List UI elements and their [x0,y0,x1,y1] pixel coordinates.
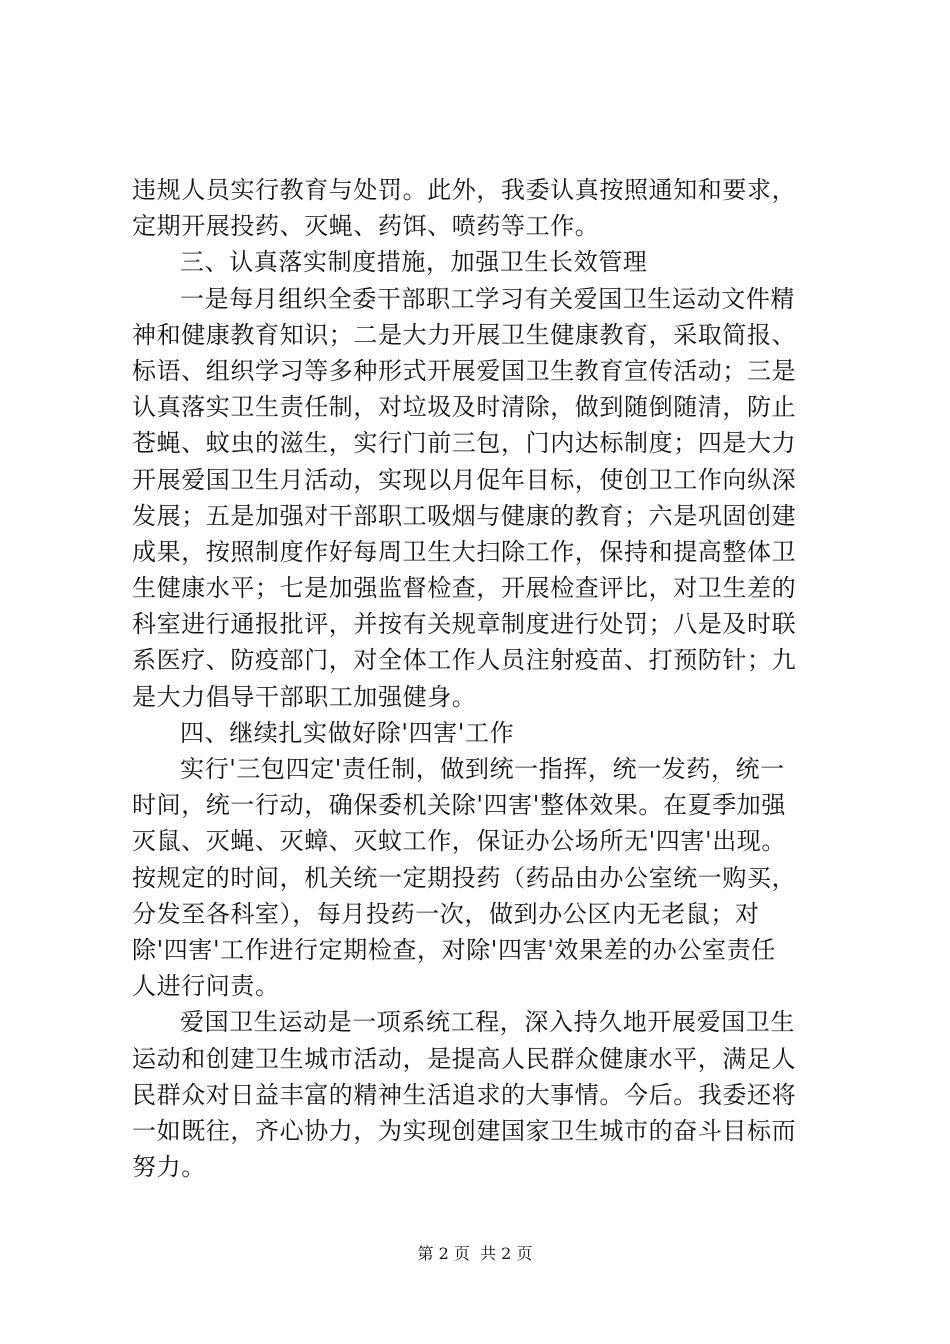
text-line: 系医疗、防疫部门，对全体工作人员注射疫苗、打预防针；九 [132,646,797,675]
text-line: 发展；五是加强对干部职工吸烟与健康的教育；六是巩固创建 [132,501,797,530]
text-line: 一如既往，齐心协力，为实现创建国家卫生城市的奋斗目标而 [132,1116,797,1145]
text-line: 开展爱国卫生月活动，实现以月促年目标，使创卫工作向纵深 [132,465,797,494]
text-line: 认真落实卫生责任制，对垃圾及时清除，做到随倒随清，防止 [132,393,797,422]
text-line: 人进行问责。 [132,972,280,1001]
text-line: 苍蝇、蚊虫的滋生，实行门前三包，门内达标制度；四是大力 [132,429,797,458]
text-line: 爱国卫生运动是一项系统工程，深入持久地开展爱国卫生 [180,1008,795,1037]
text-line: 分发至各科室），每月投药一次，做到办公区内无老鼠；对 [132,899,760,928]
text-line: 标语、组织学习等多种形式开展爱国卫生教育宣传活动；三是 [132,356,797,385]
text-line: 定期开展投药、灭蝇、药饵、喷药等工作。 [132,212,600,241]
section-heading: 四、继续扎实做好除'四害'工作 [180,718,515,747]
text-line: 是大力倡导干部职工加强健身。 [132,682,477,711]
text-line: 生健康水平；七是加强监督检查，开展检查评比，对卫生差的 [132,574,797,603]
text-line: 一是每月组织全委干部职工学习有关爱国卫生运动文件精 [180,284,795,313]
text-line: 科室进行通报批评，并按有关规章制度进行处罚；八是及时联 [132,610,797,639]
text-line: 民群众对日益丰富的精神生活追求的大事情。今后。我委还将 [132,1080,797,1109]
section-heading: 三、认真落实制度措施，加强卫生长效管理 [180,248,648,277]
document-body [132,172,832,1185]
page-number-footer: 第 2 页 共 2 页 [417,1244,533,1263]
text-line: 实行'三包四定'责任制，做到统一指挥，统一发药，统一 [180,755,785,783]
text-line: 努力。 [132,1153,206,1182]
text-line: 灭鼠、灭蝇、灭蟑、灭蚊工作，保证办公场所无'四害'出现。 [132,827,786,856]
text-line: 运动和创建卫生城市活动，是提高人民群众健康水平，满足人 [132,1044,797,1073]
text-line: 违规人员实行教育与处罚。此外，我委认真按照通知和要求， [132,176,797,204]
text-line: 时间，统一行动，确保委机关除'四害'整体效果。在夏季加强 [132,791,786,820]
text-line: 除'四害'工作进行定期检查，对除'四害'效果差的办公室责任 [132,935,776,964]
text-line: 成果，按照制度作好每周卫生大扫除工作，保持和提高整体卫 [132,537,797,566]
text-line: 按规定的时间，机关统一定期投药（药品由办公室统一购买， [132,863,797,892]
text-line: 神和健康教育知识；二是大力开展卫生健康教育，采取简报、 [132,320,797,349]
